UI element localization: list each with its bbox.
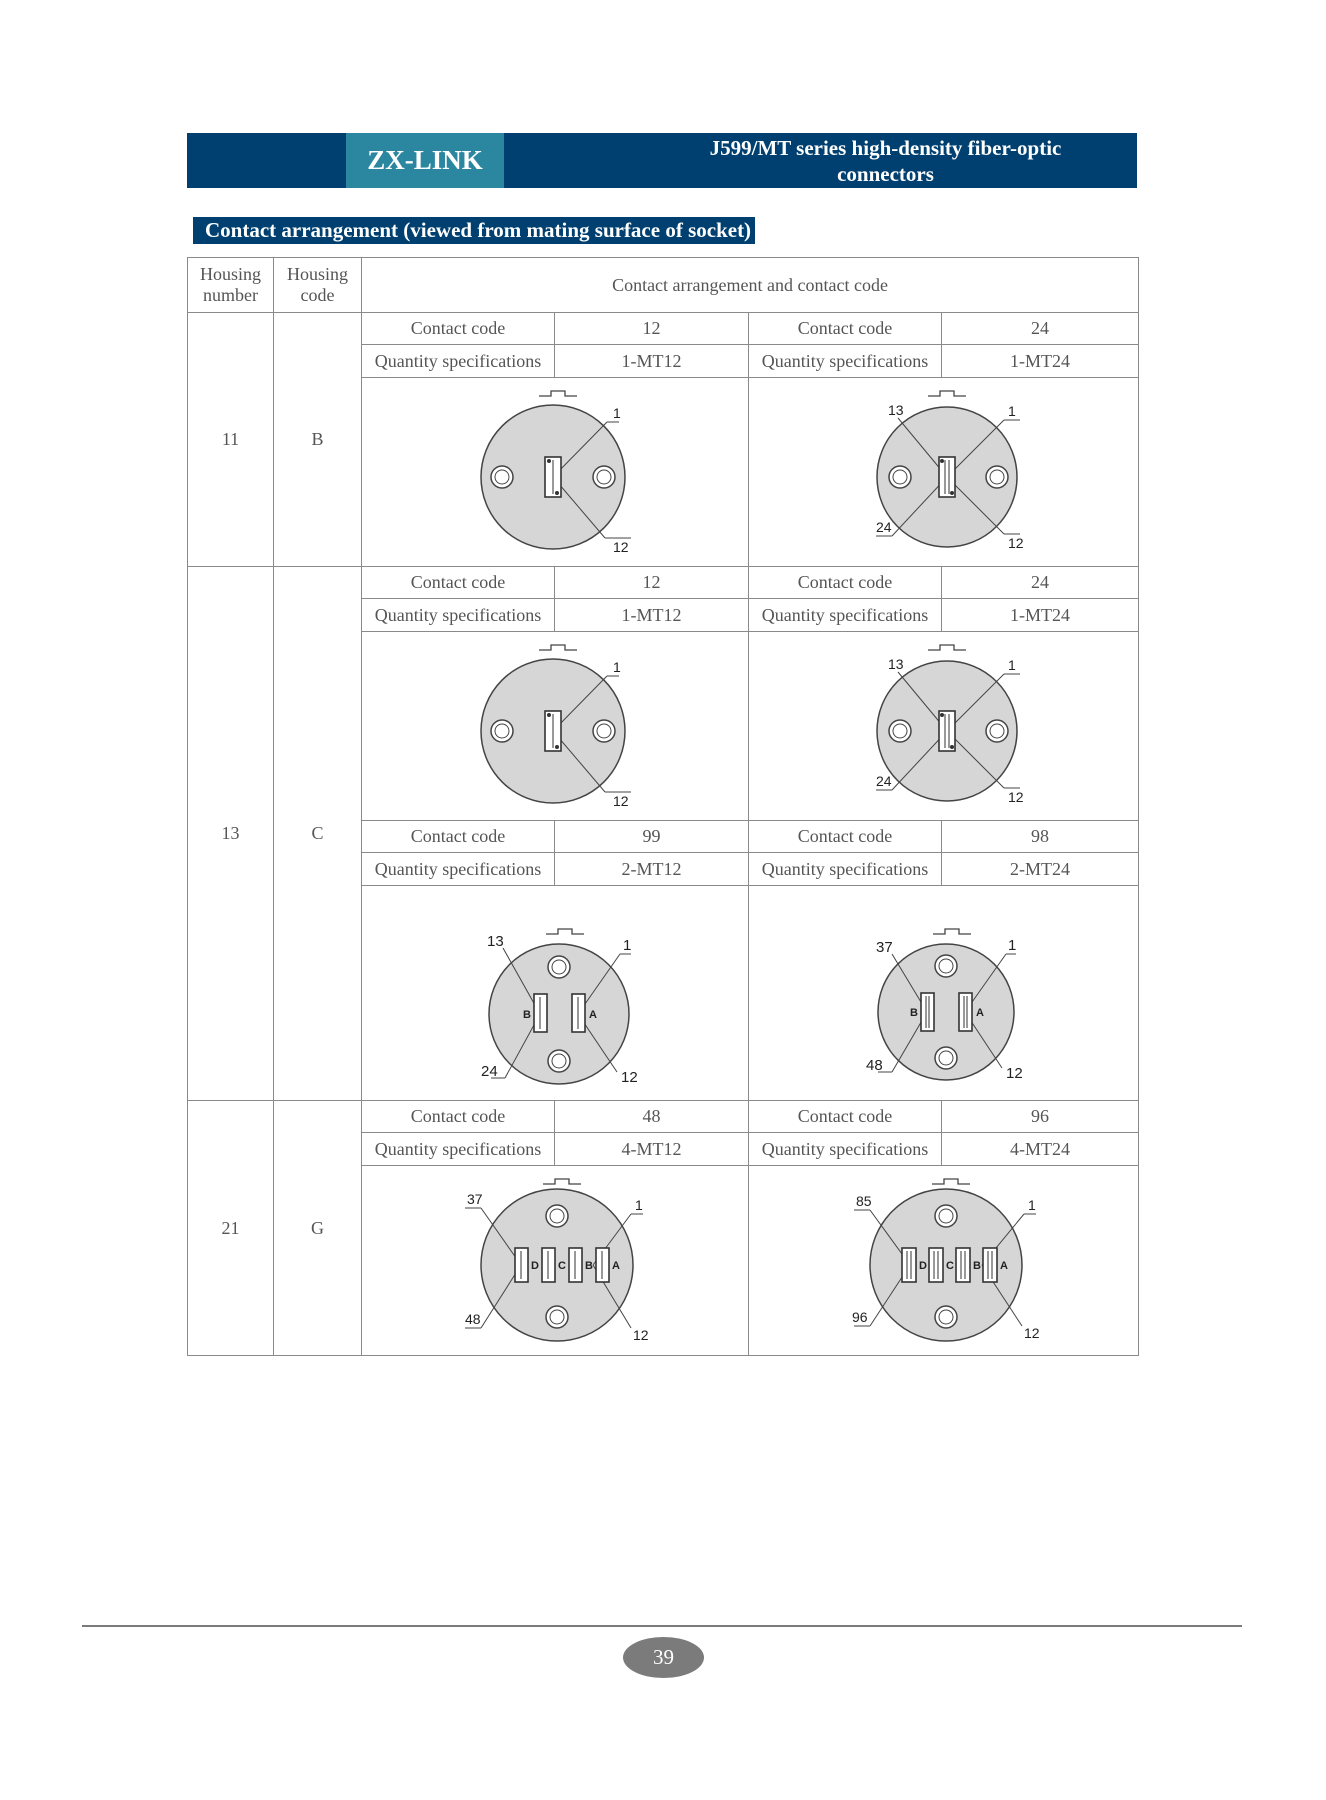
contact-code-value: 24 [942,567,1139,599]
series-title-line1: J599/MT series high-density fiber-optic [709,135,1062,160]
slot-label: B [523,1009,531,1021]
pin-label: 12 [633,1327,649,1343]
header-bar [187,133,1137,188]
header-housing-number: Housing number [188,258,274,313]
pin-label: 12 [1005,1065,1023,1082]
table-row [188,567,1139,599]
slot-label: A [999,1260,1008,1272]
pin-label: 12 [1007,534,1024,551]
header-housing-code: Housing code [274,258,362,313]
series-title-line2: connectors [837,161,934,186]
slot-label: B [909,1007,918,1019]
diagram-cell [362,632,749,821]
diagram-cell [362,886,749,1101]
contact-code-value: 48 [555,1101,749,1133]
pin-label: 13 [887,401,904,418]
pin-label: 1 [635,1197,643,1213]
pin-label: 1 [623,937,632,954]
brand-logo: ZX-LINK [346,133,504,188]
contact-code-value: 99 [555,821,749,853]
contact-code-label: Contact code [362,821,555,853]
pin-label: 12 [621,1069,638,1086]
diagram-cell [749,378,1139,567]
table-row [188,313,1139,345]
quantity-value: 1-MT24 [942,345,1139,378]
slot-label: A [612,1260,620,1272]
contact-code-value: 24 [942,313,1139,345]
contact-code-label: Contact code [749,821,942,853]
slot-label: D [531,1260,539,1272]
contact-code-label: Contact code [362,567,555,599]
contact-code-value: 12 [555,567,749,599]
pin-label: 1 [1027,1197,1036,1213]
pin-label: 12 [1023,1325,1040,1341]
connector-diagram-1mt12 [405,634,705,819]
quantity-label: Quantity specifications [749,345,942,378]
series-title [667,133,1104,188]
quantity-label: Quantity specifications [362,1133,555,1166]
housing-code-cell: C [274,567,362,1101]
table-row [188,1101,1139,1133]
pin-label: 1 [1007,656,1016,673]
pin-label: 24 [481,1063,498,1080]
housing-number-cell: 21 [188,1101,274,1356]
slot-label: A [589,1009,597,1021]
slot-label: B [972,1260,981,1272]
pin-label: 12 [613,538,629,555]
quantity-label: Quantity specifications [362,599,555,632]
pin-label: 13 [887,655,904,672]
connector-diagram-1mt12 [405,380,705,565]
housing-number-cell: 13 [188,567,274,1101]
pin-label: 37 [467,1191,483,1207]
contact-code-value: 98 [942,821,1139,853]
quantity-value: 1-MT12 [555,599,749,632]
quantity-value: 1-MT24 [942,599,1139,632]
quantity-label: Quantity specifications [362,853,555,886]
slot-label: D [918,1260,927,1272]
footer-rule [82,1625,1242,1627]
quantity-label: Quantity specifications [749,599,942,632]
page-number: 39 [623,1637,704,1678]
diagram-cell [749,886,1139,1101]
pin-label: 37 [875,939,893,956]
quantity-value: 2-MT24 [942,853,1139,886]
slot-label: C [945,1260,954,1272]
diagram-cell [362,378,749,567]
contact-code-label: Contact code [362,1101,555,1133]
pin-label: 24 [875,772,892,789]
quantity-label: Quantity specifications [362,345,555,378]
quantity-value: 1-MT12 [555,345,749,378]
contact-code-label: Contact code [749,313,942,345]
slot-label: B [585,1260,593,1272]
connector-diagram-1mt24 [794,380,1094,565]
quantity-label: Quantity specifications [749,853,942,886]
pin-label: 1 [613,658,621,675]
pin-label: 13 [487,933,504,950]
housing-code-cell: B [274,313,362,567]
contact-code-label: Contact code [362,313,555,345]
pin-label: 1 [1007,937,1016,954]
pin-label: 12 [1007,788,1024,805]
diagram-cell [362,1166,749,1356]
connector-diagram-2mt12 [405,888,705,1098]
pin-label: 24 [875,518,892,535]
connector-diagram-4mt24 [794,1168,1094,1353]
section-title: Contact arrangement (viewed from mating surface of socket) [193,217,755,244]
connector-diagram-4mt12 [405,1168,705,1353]
contact-code-label: Contact code [749,1101,942,1133]
pin-label: 48 [465,1311,481,1327]
pin-label: 85 [855,1193,872,1209]
pin-label: 1 [1007,402,1016,419]
contact-code-value: 96 [942,1101,1139,1133]
pin-label: 1 [613,404,621,421]
contact-arrangement-table [187,257,1139,1356]
connector-diagram-2mt24 [794,888,1094,1098]
quantity-value: 2-MT12 [555,853,749,886]
pin-label: 96 [851,1309,868,1325]
diagram-cell [749,1166,1139,1356]
connector-diagram-1mt24 [794,634,1094,819]
slot-label: C [558,1260,566,1272]
slot-label: A [975,1007,984,1019]
diagram-cell [749,632,1139,821]
pin-label: 12 [613,792,629,809]
table-header-row [188,258,1139,313]
header-contact-arrangement: Contact arrangement and contact code [362,258,1139,313]
quantity-value: 4-MT24 [942,1133,1139,1166]
contact-code-value: 12 [555,313,749,345]
quantity-label: Quantity specifications [749,1133,942,1166]
housing-number-cell: 11 [188,313,274,567]
housing-code-cell: G [274,1101,362,1356]
contact-code-label: Contact code [749,567,942,599]
quantity-value: 4-MT12 [555,1133,749,1166]
pin-label: 48 [865,1057,883,1074]
